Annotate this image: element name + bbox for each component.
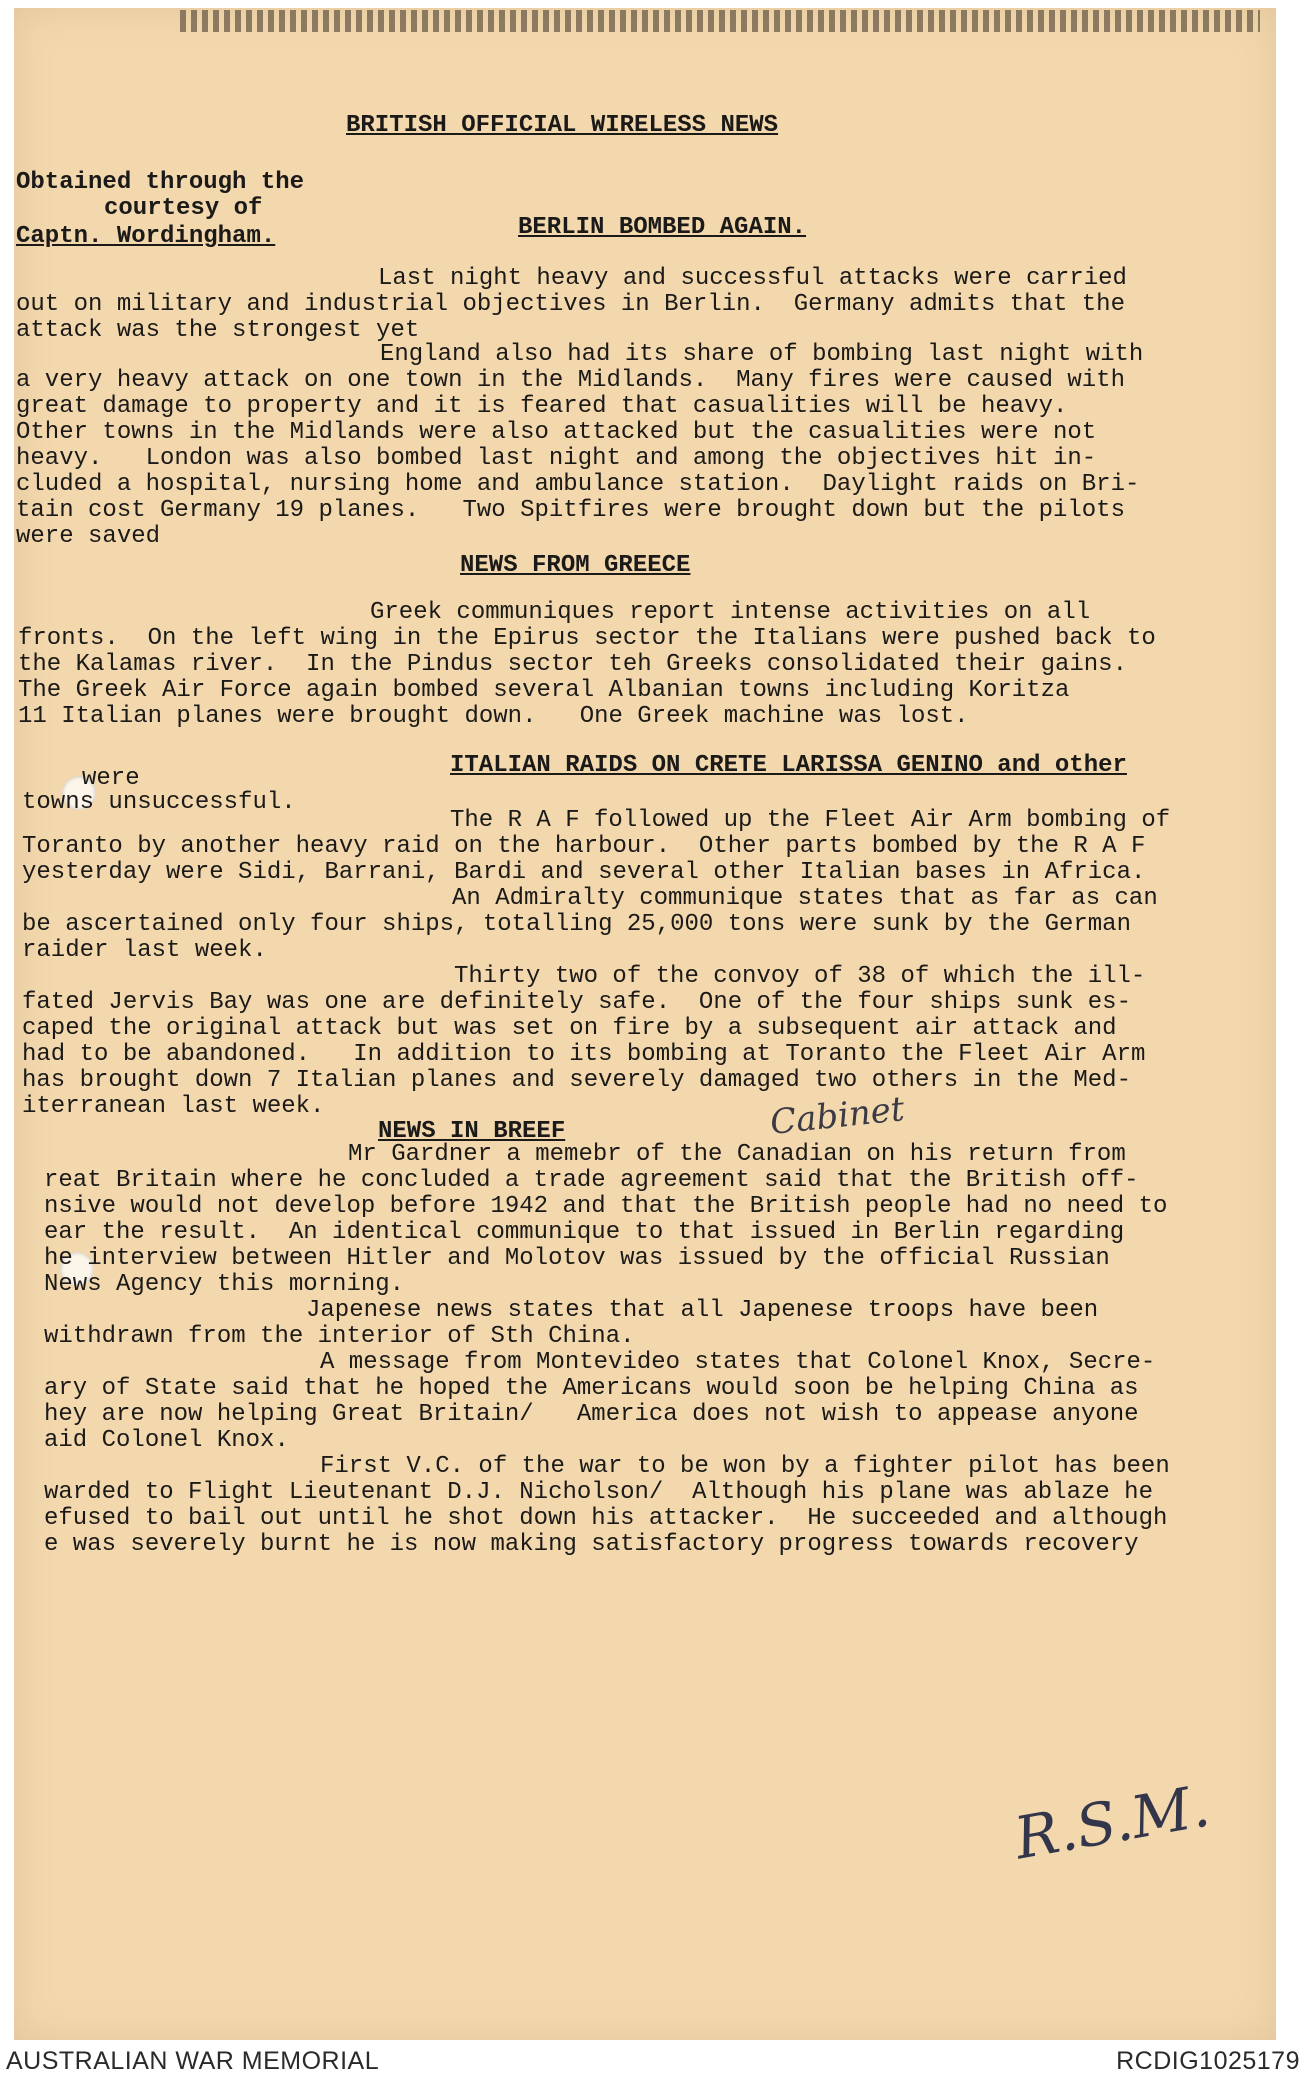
torn-top-edge bbox=[180, 10, 1260, 32]
section-heading-news-in-breef: NEWS IN BREEF bbox=[378, 1118, 566, 1145]
body-line: aid Colonel Knox. bbox=[44, 1427, 289, 1454]
courtesy-line-2: courtesy of bbox=[104, 195, 263, 222]
section-heading-italian-raids: ITALIAN RAIDS ON CRETE LARISSA GENINO and other bbox=[450, 752, 1127, 779]
body-line: had to be abandoned. In addition to its bombing at Toranto the Fleet Air Arm bbox=[22, 1041, 1146, 1068]
body-line: The Greek Air Force again bombed several Albanian towns including Koritza bbox=[18, 677, 1070, 704]
body-line: efused to bail out until he shot down his attacker. He succeeded and although bbox=[44, 1505, 1168, 1532]
body-line: Mr Gardner a memebr of the Canadian on his return from bbox=[348, 1141, 1126, 1168]
body-line: nsive would not develop before 1942 and that the British people had no need to bbox=[44, 1193, 1168, 1220]
body-line: An Admiralty communique states that as far as can bbox=[452, 885, 1158, 912]
body-line: Thirty two of the convoy of 38 of which the ill- bbox=[454, 963, 1146, 990]
body-line: he interview between Hitler and Molotov was issued by the official Russian bbox=[44, 1245, 1110, 1272]
courtesy-line-3: Captn. Wordingham. bbox=[16, 223, 276, 250]
body-line: England also had its share of bombing last night with bbox=[380, 341, 1144, 368]
body-line: be ascertained only four ships, totalling 25,000 tons were sunk by the German bbox=[22, 911, 1131, 938]
handwritten-annotation: Cabinet bbox=[768, 1089, 907, 1143]
body-line: withdrawn from the interior of Sth China. bbox=[44, 1323, 635, 1350]
body-line: attack was the strongest yet bbox=[16, 317, 420, 344]
body-line: 11 Italian planes were brought down. One Greek machine was lost. bbox=[18, 703, 969, 730]
body-line: The R A F followed up the Fleet Air Arm bombing of bbox=[450, 807, 1171, 834]
body-line: towns unsuccessful. bbox=[22, 789, 296, 816]
body-line: were bbox=[82, 765, 140, 792]
body-line: out on military and industrial objectives in Berlin. Germany admits that the bbox=[16, 291, 1125, 318]
section-heading-berlin: BERLIN BOMBED AGAIN. bbox=[518, 214, 807, 241]
body-line: raider last week. bbox=[22, 937, 267, 964]
body-line: ary of State said that he hoped the Americans would soon be helping China as bbox=[44, 1375, 1139, 1402]
body-line: heavy. London was also bombed last night and among the objectives hit in- bbox=[16, 445, 1097, 472]
courtesy-line-1: Obtained through the bbox=[16, 169, 305, 196]
body-line: fronts. On the left wing in the Epirus sector the Italians were pushed back to bbox=[18, 625, 1156, 652]
section-heading-greece: NEWS FROM GREECE bbox=[460, 552, 691, 579]
body-line: iterranean last week. bbox=[22, 1093, 325, 1120]
footer-institution: AUSTRALIAN WAR MEMORIAL bbox=[6, 2047, 380, 2075]
body-line: caped the original attack but was set on fire by a subsequent air attack and bbox=[22, 1015, 1117, 1042]
body-line: Last night heavy and successful attacks were carried bbox=[378, 265, 1127, 292]
body-line: Toranto by another heavy raid on the harbour. Other parts bombed by the R A F bbox=[22, 833, 1146, 860]
body-line: a very heavy attack on one town in the Midlands. Many fires were caused with bbox=[16, 367, 1125, 394]
body-line: hey are now helping Great Britain/ America does not wish to appease anyone bbox=[44, 1401, 1139, 1428]
body-line: reat Britain where he concluded a trade agreement said that the British off- bbox=[44, 1167, 1139, 1194]
footer-catalog-id: RCDIG1025179 bbox=[1116, 2047, 1300, 2075]
body-line: Other towns in the Midlands were also attacked but the casualities were not bbox=[16, 419, 1097, 446]
handwritten-signature: R.S.M. bbox=[1009, 1771, 1215, 1873]
body-line: warded to Flight Lieutenant D.J. Nicholson/ Although his plane was ablaze he bbox=[44, 1479, 1153, 1506]
body-line: Japenese news states that all Japenese troops have been bbox=[306, 1297, 1099, 1324]
body-line: were saved bbox=[16, 523, 161, 550]
body-line: fated Jervis Bay was one are definitely safe. One of the four ships sunk es- bbox=[22, 989, 1131, 1016]
body-line: great damage to property and it is feared that casualities will be heavy. bbox=[16, 393, 1068, 420]
document-title: BRITISH OFFICIAL WIRELESS NEWS bbox=[346, 112, 779, 139]
body-line: e was severely burnt he is now making satisfactory progress towards recovery bbox=[44, 1531, 1139, 1558]
body-line: has brought down 7 Italian planes and severely damaged two others in the Med- bbox=[22, 1067, 1131, 1094]
body-line: tain cost Germany 19 planes. Two Spitfires were brought down but the pilots bbox=[16, 497, 1125, 524]
body-line: A message from Montevideo states that Colonel Knox, Secre- bbox=[320, 1349, 1156, 1376]
body-line: Greek communiques report intense activities on all bbox=[370, 599, 1091, 626]
body-line: yesterday were Sidi, Barrani, Bardi and several other Italian bases in Africa. bbox=[22, 859, 1146, 886]
body-line: ear the result. An identical communique to that issued in Berlin regarding bbox=[44, 1219, 1125, 1246]
body-line: the Kalamas river. In the Pindus sector teh Greeks consolidated their gains. bbox=[18, 651, 1127, 678]
body-line: News Agency this morning. bbox=[44, 1271, 405, 1298]
body-line: cluded a hospital, nursing home and ambulance station. Daylight raids on Bri- bbox=[16, 471, 1140, 498]
body-line: First V.C. of the war to be won by a fighter pilot has been bbox=[320, 1453, 1170, 1480]
